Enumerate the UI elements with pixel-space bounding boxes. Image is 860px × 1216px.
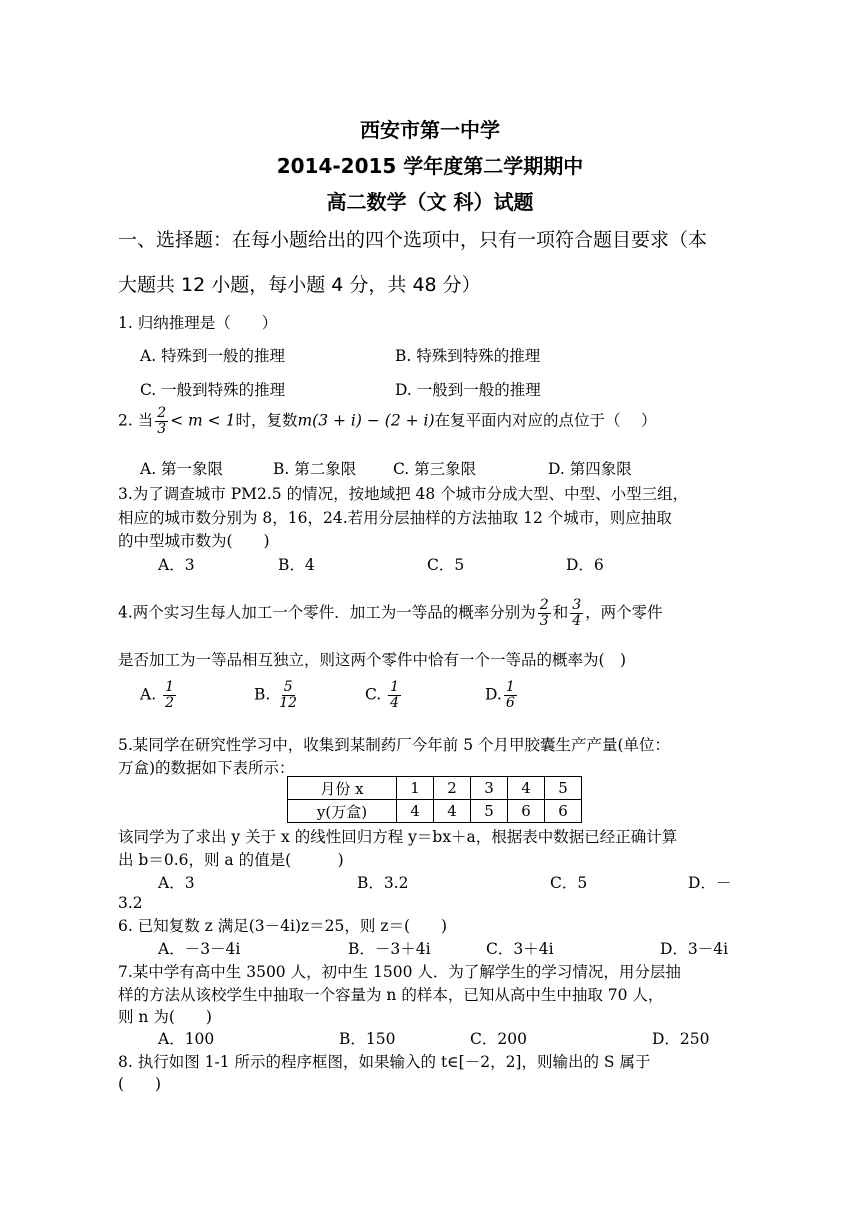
q4-option-a bbox=[140, 680, 178, 711]
table-cell: 4 bbox=[434, 800, 471, 823]
q7-option-a: A．100 bbox=[158, 1030, 215, 1048]
table-cell: 6 bbox=[508, 800, 545, 823]
q4-fraction-2 bbox=[570, 598, 583, 629]
q4-option-c-fraction bbox=[388, 680, 401, 711]
q1-stem: 1. 归纳推理是（ ） bbox=[118, 314, 278, 332]
q4-option-d bbox=[485, 680, 519, 711]
q4-option-c bbox=[365, 680, 403, 711]
q3-option-d: D．6 bbox=[566, 556, 604, 574]
table-cell: 4 bbox=[397, 800, 434, 823]
q4-stem-line2: 是否加工为一等品相互独立，则这两个零件中恰有一个一等品的概率为( ) bbox=[118, 651, 627, 669]
table-cell: 4 bbox=[508, 777, 545, 800]
table-cell: 6 bbox=[545, 800, 582, 823]
q4-option-a-fraction bbox=[163, 680, 176, 711]
q4-d-num: 1 bbox=[505, 679, 515, 695]
table-cell: 2 bbox=[434, 777, 471, 800]
q1-option-b: B. 特殊到特殊的推理 bbox=[395, 347, 541, 365]
exam-title: 高二数学（文 科）试题 bbox=[326, 190, 534, 214]
q1-option-d: D. 一般到一般的推理 bbox=[395, 381, 541, 399]
q4-option-b-label: B. bbox=[254, 685, 271, 704]
q6-stem: 6. 已知复数 z 满足(3－4i)z＝25，则 z＝( ) bbox=[118, 917, 448, 935]
section-heading-line1: 一、选择题：在每小题给出的四个选项中，只有一项符合题目要求（本 bbox=[118, 229, 708, 251]
q2-prefix: 2. 当 bbox=[118, 411, 154, 430]
table-header-output: y(万盒) bbox=[288, 800, 397, 823]
q2-frac-den: 3 bbox=[157, 421, 167, 437]
q4-frac2-num: 3 bbox=[572, 597, 582, 613]
q5-option-c: C．5 bbox=[550, 874, 588, 892]
q3-option-b: B．4 bbox=[278, 556, 315, 574]
q5-line2: 万盒)的数据如下表所示： bbox=[118, 759, 295, 777]
q5-line4: 出 b＝0.6，则 a 的值是( ) bbox=[118, 851, 344, 869]
q4-part1: 4.两个实习生每人加工一个零件．加工为一等品的概率分别为 bbox=[118, 603, 536, 622]
table-row bbox=[288, 777, 582, 800]
section-heading-line2: 大题共 12 小题，每小题 4 分，共 48 分） bbox=[118, 274, 481, 296]
q2-option-a: A. 第一象限 bbox=[140, 460, 224, 478]
q2-suffix: 在复平面内对应的点位于（ ） bbox=[434, 411, 657, 430]
term-title: 2014-2015 学年度第二学期期中 bbox=[276, 154, 584, 178]
q3-line2: 相应的城市数分别为 8，16，24.若用分层抽样的方法抽取 12 个城市，则应抽取 bbox=[118, 509, 672, 527]
q7-line1: 7.某中学有高中生 3500 人，初中生 1500 人．为了解学生的学习情况，用分层抽 bbox=[118, 963, 681, 981]
q2-mid: 时，复数 bbox=[235, 411, 298, 430]
q7-option-d: D．250 bbox=[652, 1030, 710, 1048]
q4-frac1-num: 2 bbox=[539, 597, 549, 613]
q4-fraction-1 bbox=[538, 598, 551, 629]
q4-a-den: 2 bbox=[165, 695, 174, 711]
q7-line2: 样的方法从该校学生中抽取一个容量为 n 的样本，已知从高中生中抽取 70 人， bbox=[118, 986, 664, 1004]
q6-option-a: A．－3－4i bbox=[158, 940, 241, 958]
q8-line1: 8. 执行如图 1-1 所示的程序框图，如果输入的 t∈[－2，2]，则输出的 S 属于 bbox=[118, 1053, 651, 1071]
q4-option-d-label: D. bbox=[485, 685, 502, 704]
school-title: 西安市第一中学 bbox=[360, 118, 500, 142]
q6-option-b: B．－3＋4i bbox=[348, 940, 431, 958]
q4-option-c-label: C. bbox=[365, 685, 382, 704]
table-header-month: 月份 x bbox=[288, 777, 397, 800]
q3-line3: 的中型城市数为( ) bbox=[118, 532, 270, 550]
q2-option-b: B. 第二象限 bbox=[273, 460, 357, 478]
q5-line1: 5.某同学在研究性学习中，收集到某制药厂今年前 5 个月甲胶囊生产产量(单位： bbox=[118, 736, 671, 754]
q5-data-table bbox=[287, 776, 582, 823]
q4-a-num: 1 bbox=[165, 679, 174, 695]
q5-line3: 该同学为了求出 y 关于 x 的线性回归方程 y＝bx＋a，根据表中数据已经正确计算 bbox=[118, 828, 678, 846]
q6-option-d: D．3－4i bbox=[660, 940, 729, 958]
q5-option-d: D．－ bbox=[688, 874, 732, 892]
q5-option-a: A．3 bbox=[158, 874, 195, 892]
q2-frac-num: 2 bbox=[157, 405, 167, 421]
q4-option-d-fraction bbox=[504, 680, 517, 711]
q7-option-c: C．200 bbox=[470, 1030, 527, 1048]
q4-frac2-den: 4 bbox=[572, 613, 582, 629]
q1-option-a: A. 特殊到一般的推理 bbox=[140, 347, 286, 365]
table-cell: 3 bbox=[471, 777, 508, 800]
table-cell: 5 bbox=[545, 777, 582, 800]
q2-option-d: D. 第四象限 bbox=[548, 460, 632, 478]
q4-part2: ，两个零件 bbox=[585, 603, 663, 622]
q8-line2: ( ) bbox=[118, 1075, 162, 1093]
table-row bbox=[288, 800, 582, 823]
q4-c-den: 4 bbox=[390, 695, 400, 711]
q4-and: 和 bbox=[552, 603, 569, 622]
q4-option-b-fraction bbox=[277, 680, 299, 711]
table-cell: 1 bbox=[397, 777, 434, 800]
q2-stem bbox=[118, 406, 656, 437]
q7-option-b: B．150 bbox=[339, 1030, 396, 1048]
q2-condition: < m < 1 bbox=[170, 411, 236, 430]
q4-stem-line1 bbox=[118, 598, 663, 629]
q5-option-b: B．3.2 bbox=[357, 874, 409, 892]
q6-option-c: C．3＋4i bbox=[486, 940, 554, 958]
q2-fraction bbox=[155, 406, 168, 437]
q4-option-b bbox=[254, 680, 301, 711]
q5-option-d-continued: 3.2 bbox=[118, 894, 143, 912]
q2-option-c: C. 第三象限 bbox=[393, 460, 477, 478]
q4-d-den: 6 bbox=[505, 695, 515, 711]
q7-line3: 则 n 为( ) bbox=[118, 1008, 212, 1026]
q3-option-c: C．5 bbox=[427, 556, 465, 574]
q3-option-a: A．3 bbox=[158, 556, 195, 574]
table-cell: 5 bbox=[471, 800, 508, 823]
q1-option-c: C. 一般到特殊的推理 bbox=[140, 381, 286, 399]
q4-frac1-den: 3 bbox=[539, 613, 549, 629]
q4-b-den: 12 bbox=[279, 695, 298, 711]
q3-line1: 3.为了调查城市 PM2.5 的情况，按地域把 48 个城市分成大型、中型、小型三组， bbox=[118, 485, 689, 503]
q4-option-a-label: A. bbox=[140, 685, 157, 704]
q2-expression: m(3 + i) − (2 + i) bbox=[297, 411, 435, 430]
q4-b-num: 5 bbox=[283, 679, 293, 695]
q4-c-num: 1 bbox=[390, 679, 400, 695]
